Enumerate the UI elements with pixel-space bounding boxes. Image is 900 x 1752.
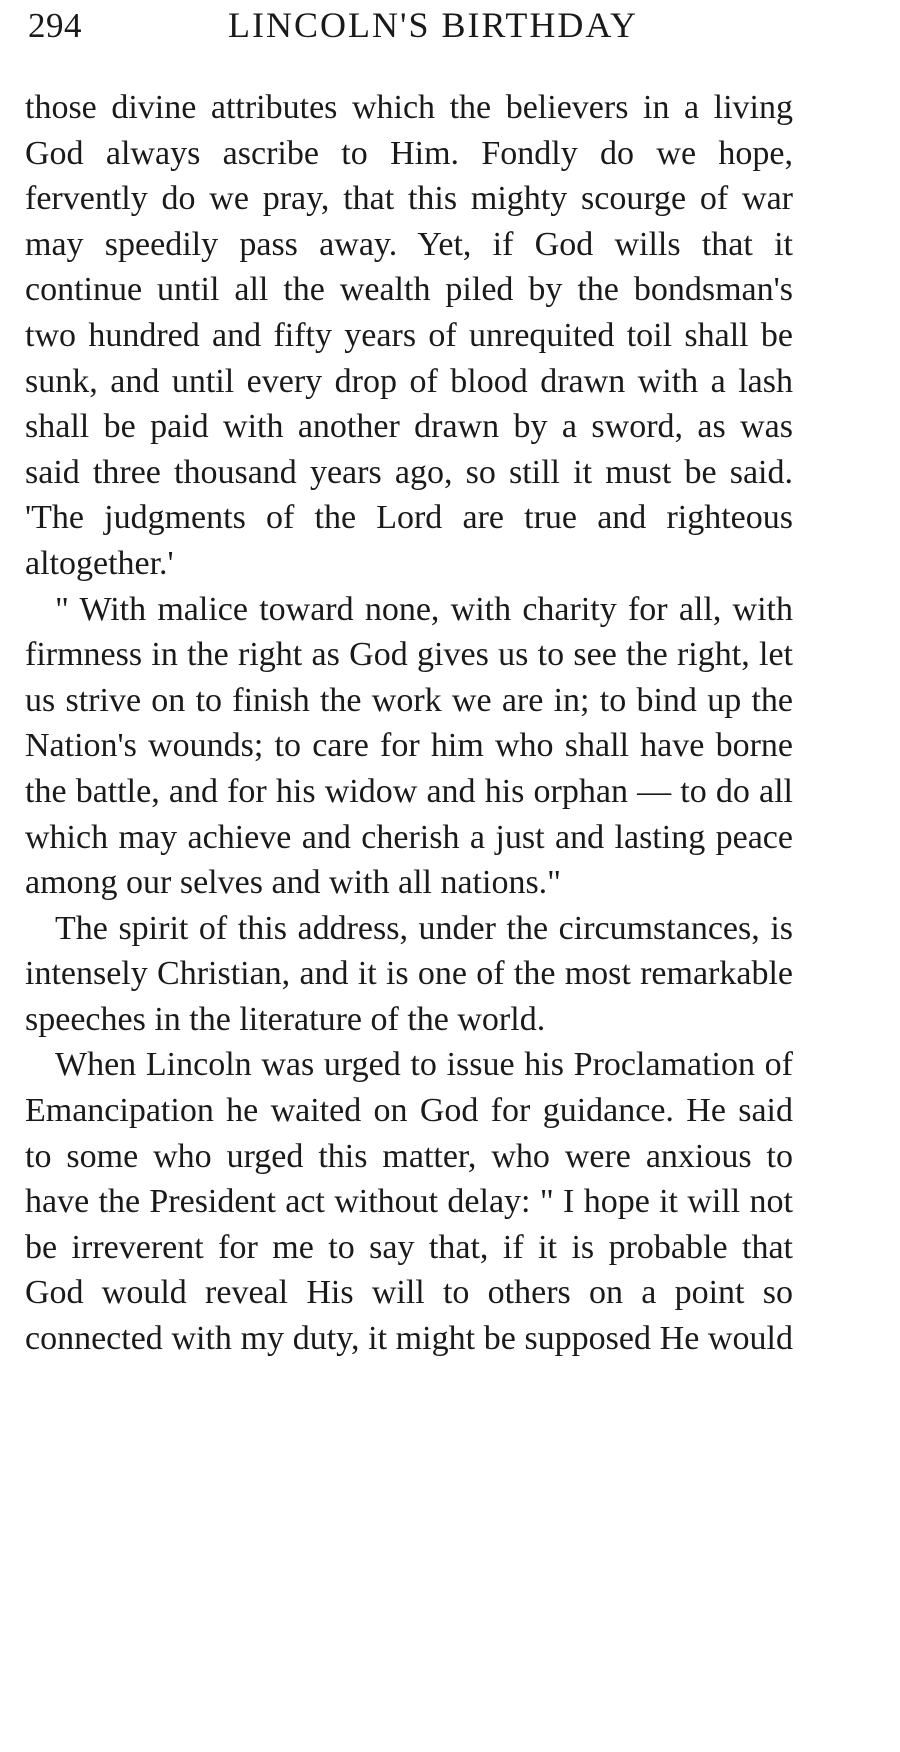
paragraph-continuation: those divine attributes which the believers in a living God always ascribe to Him. Fondly do we hope, fervently do we pray, that this mighty scourge of war may speedily pass away. Yet, if God wills that it continue until all the wealth piled by the bondsman's two hundred and fifty years of unrequited toil shall be sunk, and until every drop of blood drawn with a lash shall be paid with another drawn by a sword, as was said three thousand years ago, so still it must be said. 'The judgments of the Lord are true and righteous altogether.' [25, 89, 793, 582]
paragraph-quotation: " With malice toward none, with charity for all, with firmness in the right as God gives us to see the right, let us strive on to finish the work we are in; to bind up the Nation's wounds; to care for him who shall have borne the battle, and for his widow and his orphan — to do all which may achieve and cherish a just and lasting peace among our selves and with all nations." [25, 590, 793, 902]
page-header [28, 4, 888, 54]
running-head: LINCOLN'S BIRTHDAY [228, 5, 639, 45]
body-text [25, 85, 793, 1362]
paragraph-emancipation: When Lincoln was urged to issue his Proclamation of Emancipation he waited on God for guidance. He said to some who urged this matter, who were anxious to have the President act without delay: " I hope it will not be irreverent for me to say that, if it is probable that God would reveal His will to others on a point so connected with my duty, it might be supposed He would [25, 1046, 793, 1358]
paragraph-commentary: The spirit of this address, under the circumstances, is intensely Christian, and it is one of the most remarkable speeches in the literature of the world. [25, 909, 793, 1038]
page-number: 294 [28, 6, 82, 45]
